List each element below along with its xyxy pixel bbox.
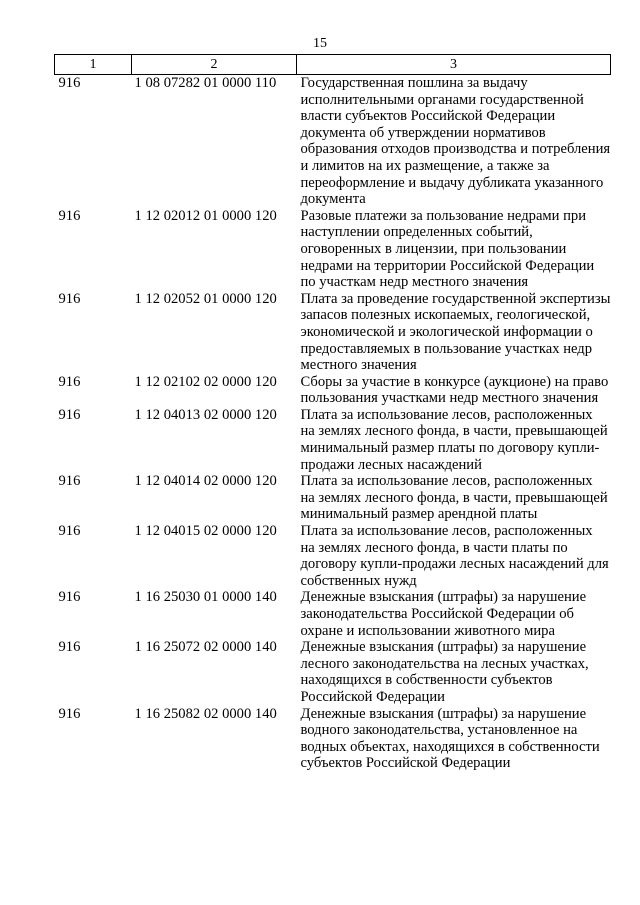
page-number: 15 [313, 36, 327, 51]
income-description-cell: Денежные взыскания (штрафы) за нарушение лесного законодательства на лесных участках, находящихся в собственности субъектов Российской Федерации [300, 639, 589, 705]
column-header-2: 2 [132, 55, 297, 75]
income-description-cell: Разовые платежи за пользование недрами при наступлении определенных событий, оговоренных в лицензии, при пользовании недрами на территории Российской Федерации по участкам недр местного значения [300, 207, 595, 291]
income-code-cell: 1 12 04014 02 0000 120 [134, 473, 277, 490]
table-row [55, 639, 611, 705]
income-description-cell: Денежные взыскания (штрафы) за нарушение законодательства Российской Федерации об охране и использовании животного мира [300, 589, 587, 639]
income-code-cell: 1 16 25030 01 0000 140 [134, 589, 277, 606]
table-row [55, 407, 611, 473]
income-code-cell: 1 16 25072 02 0000 140 [134, 639, 277, 656]
admin-code-cell: 916 [58, 373, 81, 390]
admin-code-cell: 916 [58, 705, 81, 722]
column-header-3: 3 [297, 55, 611, 75]
income-description-cell: Плата за использование лесов, расположенных на землях лесного фонда, в части, превышающей минимальный размер платы по договору купли-продажи лесных насаждений [300, 406, 608, 473]
table-header-row [55, 55, 611, 75]
admin-code-cell: 916 [58, 639, 81, 656]
admin-code-cell: 916 [58, 473, 81, 490]
income-description-cell: Денежные взыскания (штрафы) за нарушение водного законодательства, установленное на водных объектах, находящихся в собственности субъектов Российской Федерации [300, 705, 600, 772]
income-description-cell: Государственная пошлина за выдачу исполнительными органами государственной власти субъектов Российской Федерации документа об утверждении нормативов образования отходов производства и потребления и лимитов на их размещение, а также за переоформление и выдачу дубликата указанного документа [300, 75, 611, 208]
income-description-cell: Сборы за участие в конкурсе (аукционе) на право пользования участками недр местного значения [300, 373, 609, 407]
income-codes-table [54, 54, 611, 772]
income-description-cell: Плата за использование лесов, расположенных на землях лесного фонда, в части платы по договору купли-продажи лесных насаждений для собственных нужд [300, 523, 609, 589]
admin-code-cell: 916 [58, 523, 81, 540]
admin-code-cell: 916 [58, 589, 81, 606]
column-header-1: 1 [55, 55, 132, 75]
table-row [55, 75, 611, 208]
table-row [55, 374, 611, 407]
table-row [55, 523, 611, 589]
income-description-cell: Плата за проведение государственной экспертизы запасов полезных ископаемых, геологической, экономической и экологической информации о предоставляемых в пользование участках недр местного значения [300, 290, 611, 374]
admin-code-cell: 916 [58, 75, 81, 91]
table-row [55, 473, 611, 523]
table-row [55, 589, 611, 639]
admin-code-cell: 916 [58, 207, 81, 224]
income-code-cell: 1 12 02052 01 0000 120 [134, 290, 277, 307]
income-code-cell: 1 16 25082 02 0000 140 [134, 705, 277, 722]
income-code-cell: 1 12 02012 01 0000 120 [134, 207, 277, 224]
income-code-cell: 1 12 02102 02 0000 120 [134, 373, 277, 390]
income-description-cell: Плата за использование лесов, расположенных на землях лесного фонда, в части, превышающей минимальный размер арендной платы [300, 473, 608, 523]
table-row [55, 208, 611, 291]
income-code-cell: 1 08 07282 01 0000 110 [134, 75, 277, 91]
income-code-cell: 1 12 04013 02 0000 120 [134, 406, 277, 423]
table-row [55, 706, 611, 772]
table-row [55, 291, 611, 374]
income-code-cell: 1 12 04015 02 0000 120 [134, 523, 277, 540]
admin-code-cell: 916 [58, 406, 81, 423]
admin-code-cell: 916 [58, 290, 81, 307]
